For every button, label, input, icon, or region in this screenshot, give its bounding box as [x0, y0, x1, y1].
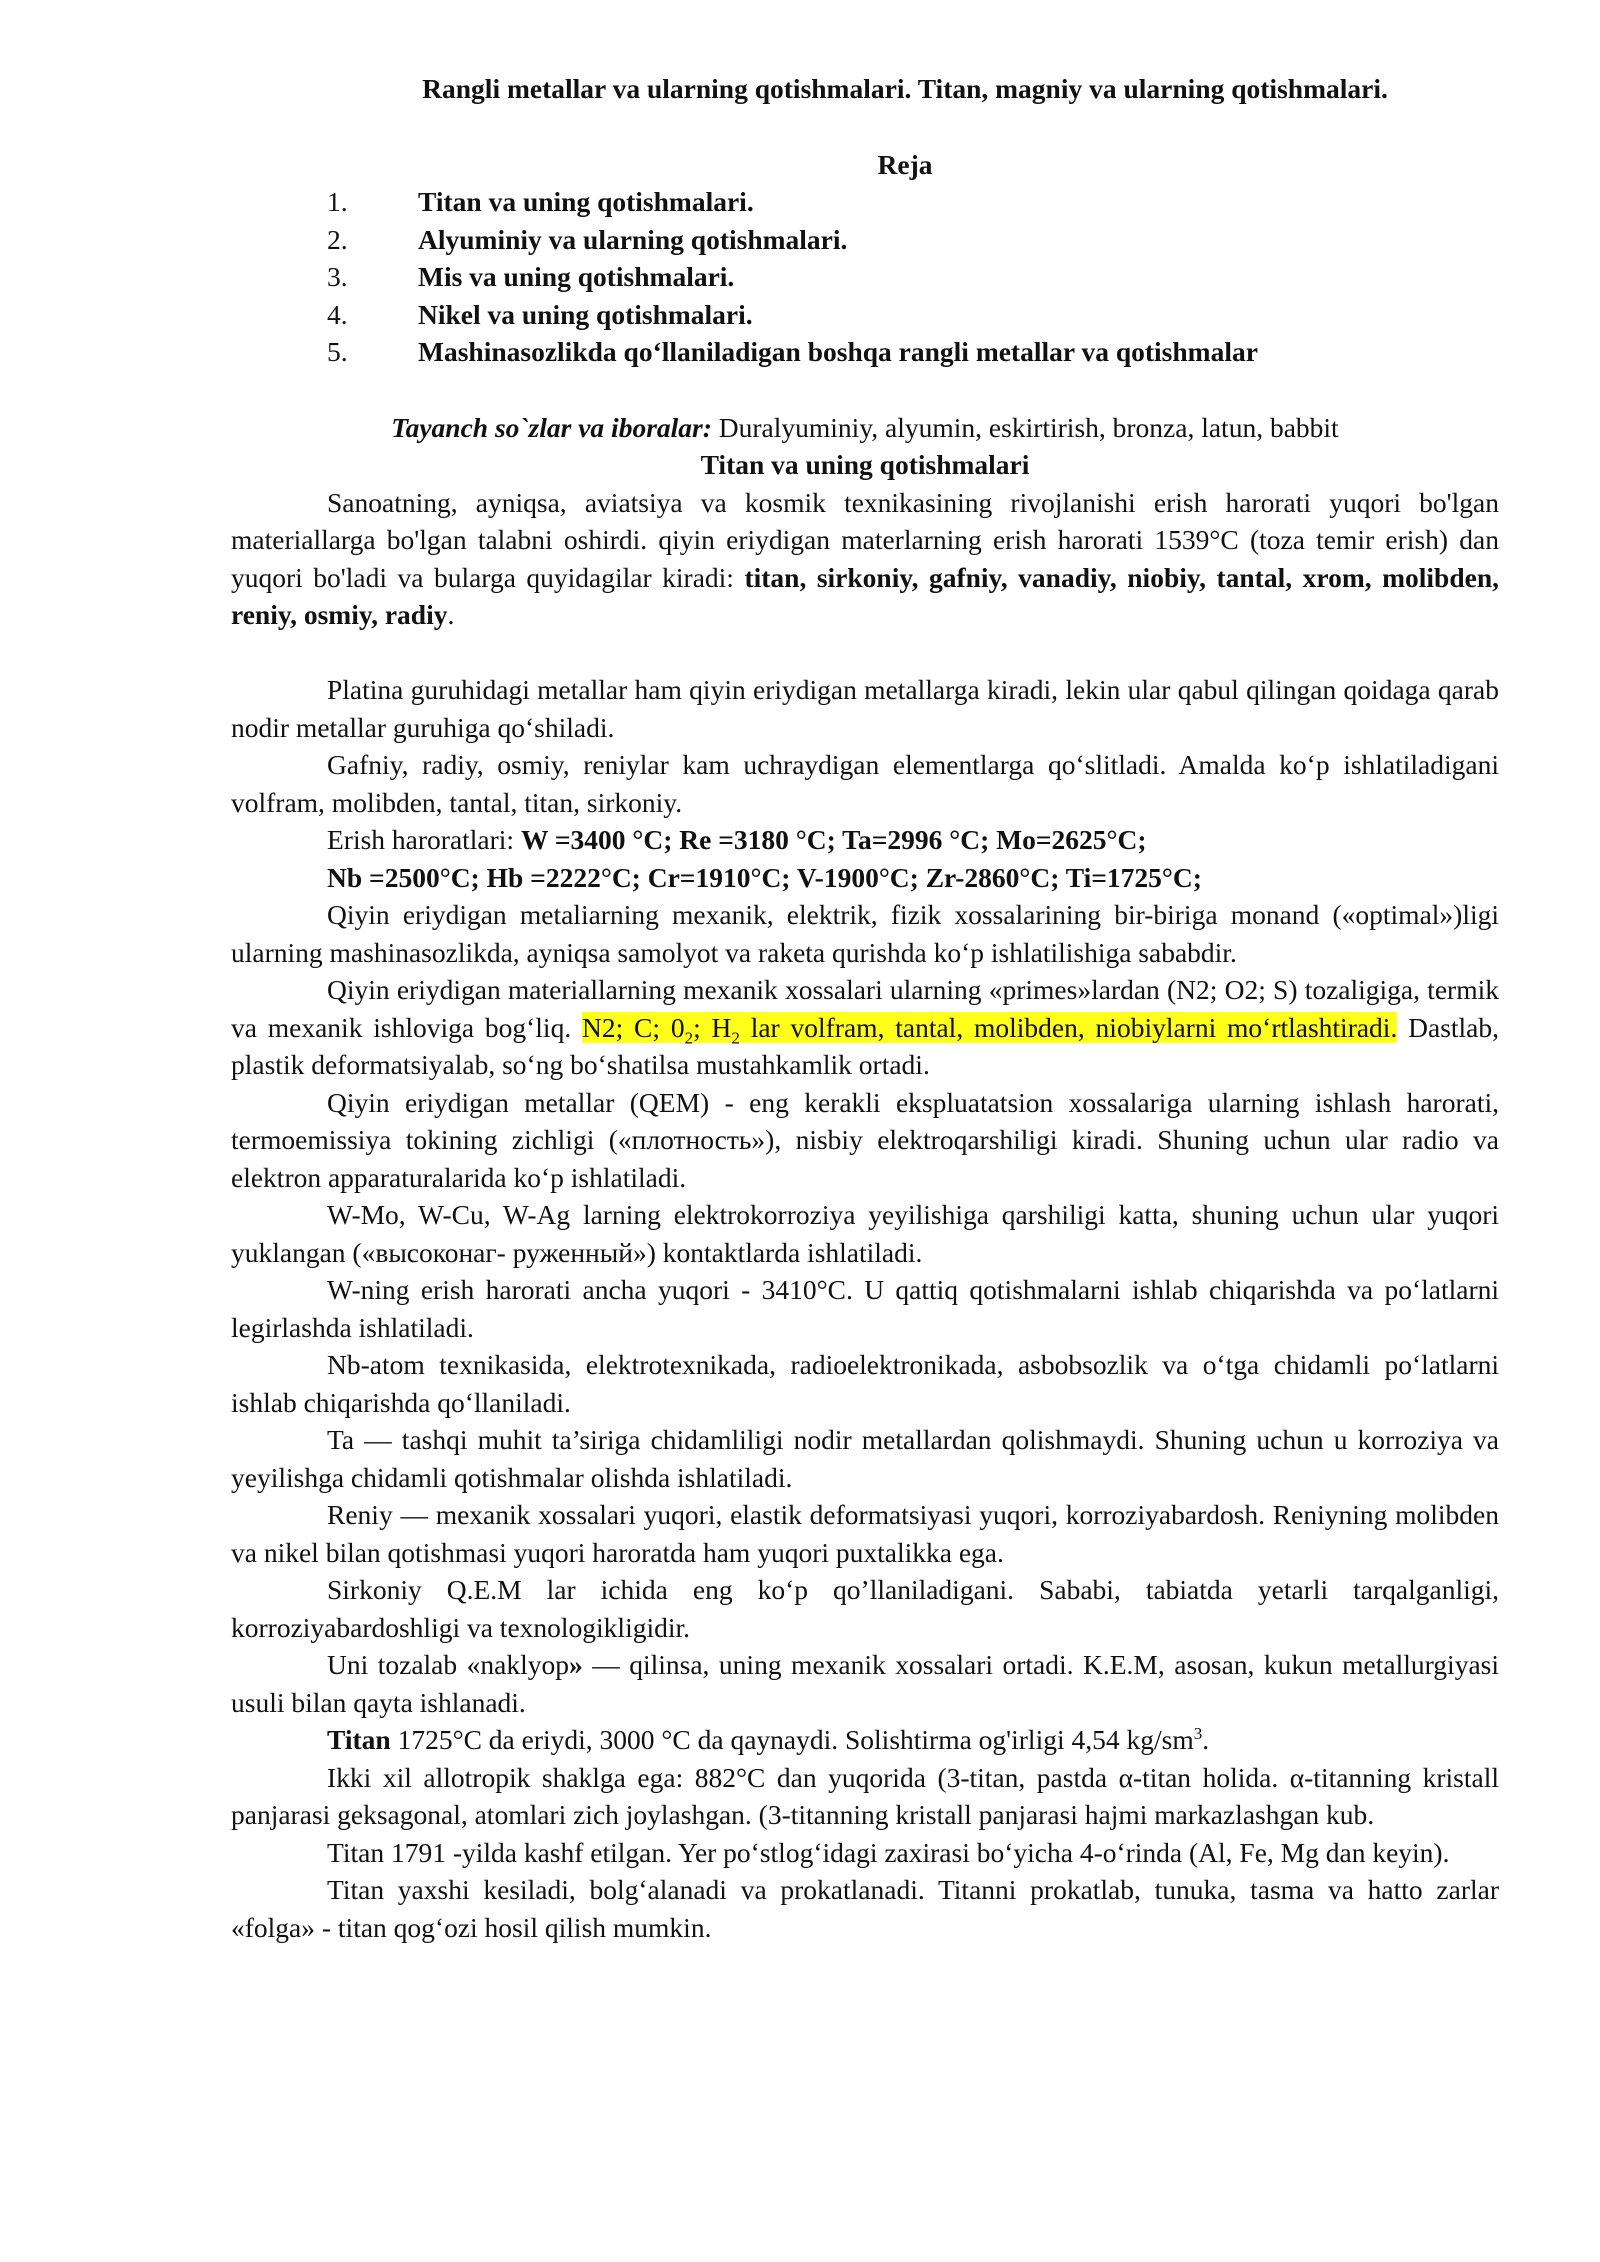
paragraph: Titan yaxshi kesiladi, bolg‘alanadi va prokatlanadi. Titanni prokatlab, tunuka, tasma va hatto zarlar «folga» - titan qog‘ozi hosil qilish mumkin. — [231, 1874, 1499, 1943]
highlighted-text: N2; C; $0_2$; $H_2$ lar volfram, tantal, molibden, niobiylarni mo‘rtlashtiradi. — [582, 1011, 1398, 1047]
plan-item: 5. Mashinasozlikda qo‘llaniladigan boshqa rangli metallar va qotishmalar — [327, 336, 1258, 367]
plan-item: 1. Titan va uning qotishmalari. — [327, 186, 754, 217]
melting-points-line-1: Erish haroratlari: W =3400 °C; Re =3180 °C; Ta=2996 °C; Mo=2625°C; — [327, 824, 1147, 855]
plan-item: 2. Alyuminiy va ularning qotishmalari. — [327, 223, 848, 255]
plan-heading: Reja — [877, 148, 933, 180]
paragraph: W-Mo, W-Cu, W-Ag larning elektrokorroziya yeyilishiga qarshiligi katta, shuning uchun ular yuqori yuklangan («высоконаг- руженный») kontaktlarda ishlatiladi. — [231, 1199, 1499, 1268]
paragraph: W-ning erish harorati ancha yuqori - 3410°C. U qattiq qotishmalarni ishlab chiqarishda va po‘latlarni legirlashda ishlatiladi. — [231, 1274, 1499, 1343]
blank-line — [231, 634, 1499, 672]
paragraph: Ta — tashqi muhit ta’siriga chidamliligi nodir metallardan qolishmaydi. Shuning uchun u korroziya va yeyilishga chidamli qotishmalar olishda ishlatiladi. — [231, 1424, 1499, 1493]
paragraph: Platina guruhidagi metallar ham qiyin eriydigan metallarga kiradi, lekin ular qabul qilingan qoidaga qarab nodir metallar guruhiga qo‘shiladi. — [231, 674, 1499, 743]
document-title: Rangli metallar va ularning qotishmalari. Titan, magniy va ularning qotishmalari. — [422, 73, 1388, 104]
paragraph: Reniy — mexanik xossalari yuqori, elastik deformatsiyasi yuqori, korroziyabardosh. Reniyning molibden va nikel bilan qotishmasi yuqori haroratda ham yuqori puxtalikka ega. — [231, 1499, 1499, 1568]
paragraph: Titan 1725°C da eriydi, 3000 °C da qaynaydi. Solishtirma og'irligi 4,54 $kg/sm^3$. — [327, 1723, 1210, 1755]
paragraph: Gafniy, radiy, osmiy, reniylar kam uchraydigan elementlarga qo‘slitladi. Amalda ko‘p ishlatiladigani volfram, molibden, tantal, titan, sirkoniy. — [231, 749, 1499, 818]
paragraph: Sirkoniy Q.E.M lar ichida eng ko‘p qo’llaniladigani. Sababi, tabiatda yetarli tarqalganligi, korroziyabardoshligi va texnologikligidir. — [231, 1574, 1499, 1643]
paragraph: Qiyin eriydigan metallar (QEM) - eng kerakli ekspluatatsion xossalariga ularning ishlash harorati, termoemissiya tokining zichligi («плотность»), nisbiy elektroqarshiligi kiradi. Shuning uchun ular radio va elektron apparaturalarida ko‘p ishlatiladi. — [231, 1086, 1499, 1193]
paragraph: Uni tozalab «naklyop» — qilinsa, uning mexanik xossalari ortadi. K.E.M, asosan, kukun metallurgiyasi usuli bilan qayta ishlanadi. — [231, 1649, 1499, 1718]
plan-item: 3. Mis va uning qotishmalari. — [327, 261, 735, 292]
keywords-text: Duralyuminiy, alyumin, eskirtirish, bronza, latun, babbit — [711, 411, 1339, 443]
plan-item: 4. Nikel va uning qotishmalari. — [327, 298, 753, 330]
paragraph: Sanoatning, ayniqsa, aviatsiya va kosmik texnikasining rivojlanishi erish harorati yuqori bo'lgan materiallarga bo'lgan talabni oshirdi. qiyin eriydigan materlarning erish harorati 1539°C (toza temir erish) dan yuqori bo'ladi va bularga quyidagilar kiradi: titan, sirkoniy, gafniy, vanadiy, niobiy, tantal, xrom, molibden, reniy, osmiy, radiy. — [231, 486, 1500, 630]
paragraph: Nb-atom texnikasida, elektrotexnikada, radioelektronikada, asbobsozlik va o‘tga chidamli po‘latlarni ishlab chiqarishda qo‘llaniladi. — [231, 1349, 1499, 1418]
melting-points-line-2: Nb =2500°C; Hb =2222°C; Cr=1910°C; V-1900°C; Zr-2860°C; Ti=1725°C; — [327, 861, 1202, 893]
paragraph: Titan 1791 -yilda kashf etilgan. Yer po‘stlog‘idagi zaxirasi bo‘yicha 4-o‘rinda (Al, Fe, Mg dan keyin). — [327, 1836, 1450, 1868]
keywords-label: Tayanch so`zlar va iboralar: — [391, 411, 712, 443]
plan-list — [231, 183, 1499, 371]
bold-metals-list: titan, sirkoniy, gafniy, vanadiy, niobiy, tantal, xrom, molibden, reniy, osmiy, radiy — [231, 561, 1500, 630]
paragraph: Qiyin eriydigan materiallarning mexanik xossalari ularning «primes»lardan (N2; O2; S) tozaligiga, termik va mexanik ishloviga bog‘liq. N2; C; $0_2$; $H_2$ lar volfram, tantal, molibden, niobiylarni mo‘rtlashtiradi. Dastlab, plastik deformatsiyalab, so‘ng bo‘shatilsa mustahkamlik ortadi. — [231, 974, 1500, 1080]
paragraph: Ikki xil allotropik shaklga ega: 882°C dan yuqorida (3-titan, pastda α-titan holida. α-titanning kristall panjarasi geksagonal, atomlari zich joylashgan. (3-titanning kristall panjarasi hajmi markazlashgan kub. — [231, 1761, 1499, 1830]
document-page — [231, 70, 1499, 1946]
keywords-line — [231, 409, 1499, 447]
section-title: Titan va uning qotishmalari — [700, 449, 1030, 480]
paragraph: Qiyin eriydigan metaliarning mexanik, elektrik, fizik xossalarining bir-biriga monand («optimal»)ligi ularning mashinasozlikda, ayniqsa samolyot va raketa qurishda ko‘p ishlatilishiga sababdir. — [231, 899, 1499, 968]
